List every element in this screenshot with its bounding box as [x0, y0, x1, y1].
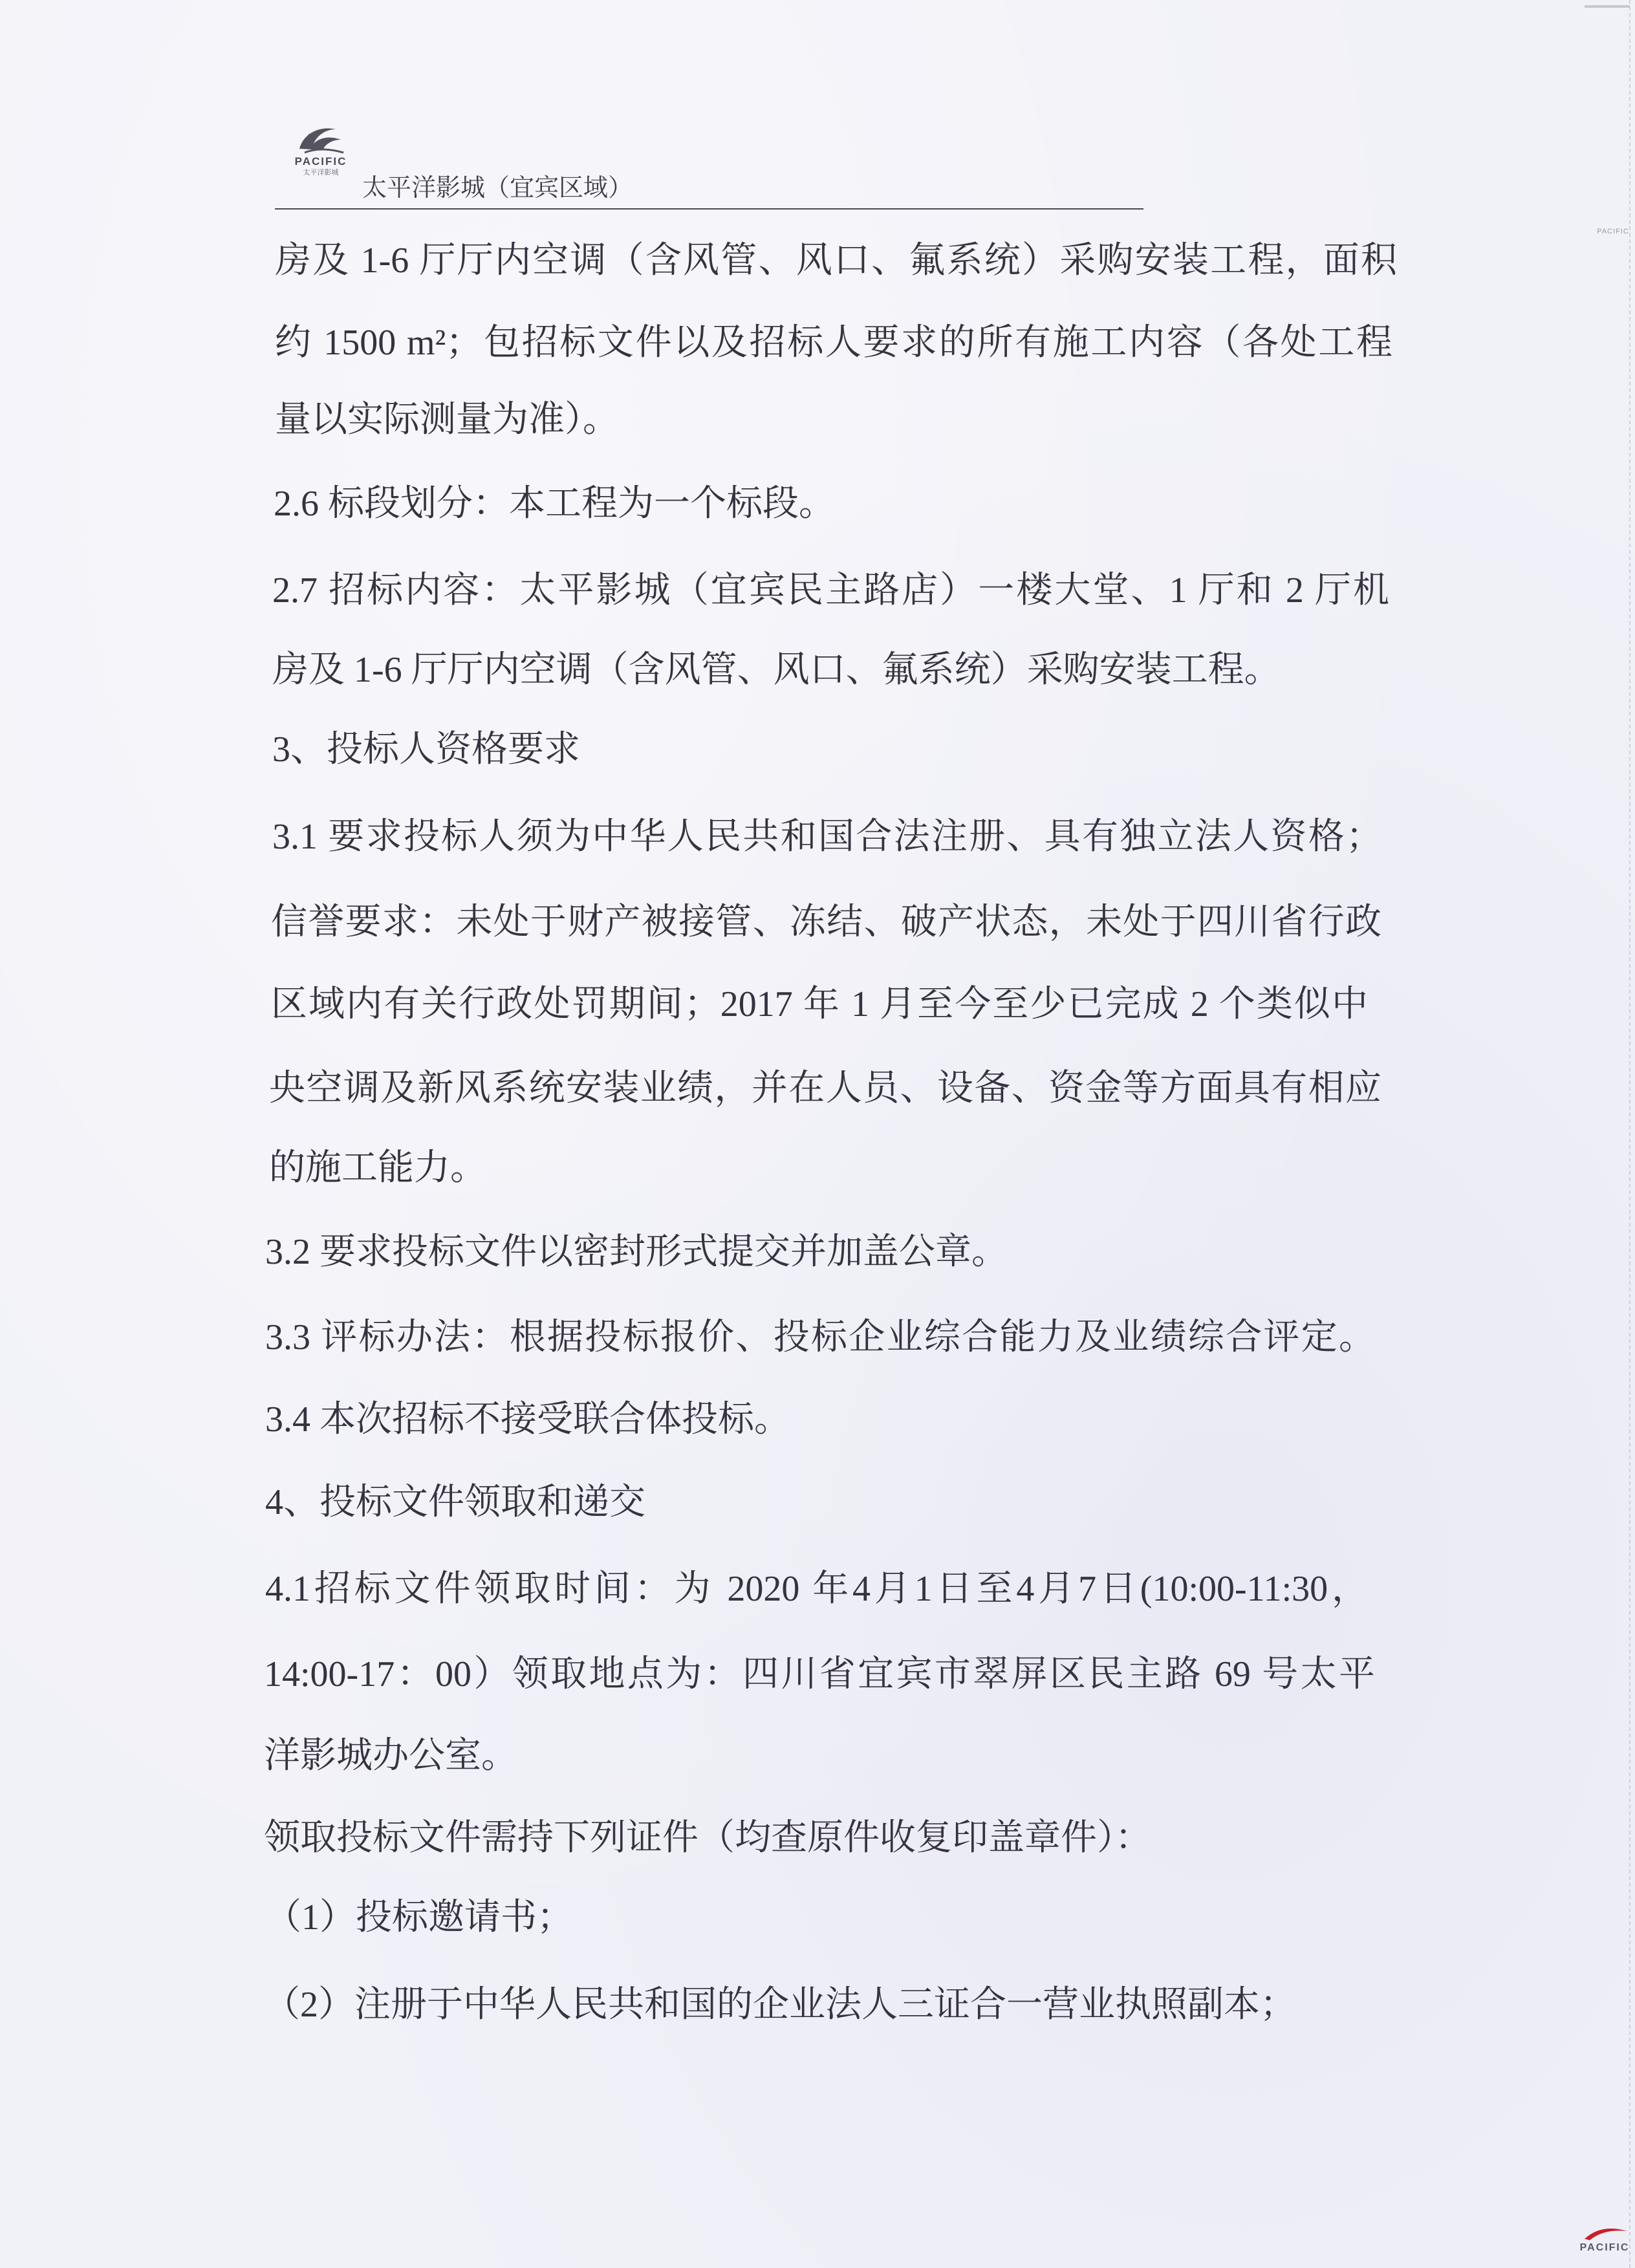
text-line: 洋影城办公室。: [264, 1736, 517, 1776]
text-line: 14:00-17：00）领取地点为：四川省宜宾市翠屏区民主路 69 号太平: [264, 1654, 1375, 1694]
list-item: （2）注册于中华人民共和国的企业法人三证合一营业执照副本；: [264, 1985, 1296, 2025]
corner-watermark-top-right: PACIFIC: [1597, 228, 1629, 235]
clause-3-2: 3.2 要求投标文件以密封形式提交并加盖公章。: [265, 1232, 1008, 1272]
text-line: 央空调及新风系统安装业绩，并在人员、设备、资金等方面具有相应: [269, 1068, 1381, 1108]
header-title: 太平洋影城（宜宾区域）: [362, 175, 633, 202]
clause-4-1: 4.1招标文件领取时间：为 2020 年4月1日至4月7日(10:00-11:30，: [265, 1569, 1368, 1609]
corner-logo-bottom-right: PACIFIC: [1579, 2242, 1630, 2253]
text-line: 约 1500 m²；包招标文件以及招标人要求的所有施工内容（各处工程: [275, 323, 1392, 363]
pacific-logo-icon: [294, 122, 347, 158]
clause-2-7: 2.7 招标内容：太平影城（宜宾民主路店）一楼大堂、1 厅和 2 厅机: [272, 570, 1389, 610]
scan-edge-mark: [1585, 5, 1630, 8]
text-line: 领取投标文件需持下列证件（均查原件收复印盖章件）：: [264, 1818, 1151, 1858]
logo-wordmark: PACIFIC: [294, 155, 347, 167]
scan-edge-dashed-line: [1629, 0, 1630, 2268]
text-line: 信誉要求：未处于财产被接管、冻结、破产状态，未处于四川省行政: [271, 902, 1381, 942]
clause-3-3: 3.3 评标办法：根据投标报价、投标企业综合能力及业绩综合评定。: [265, 1317, 1375, 1357]
section-heading: 3、投标人资格要求: [272, 729, 580, 770]
section-heading: 4、投标文件领取和递交: [265, 1482, 645, 1522]
clause-2-6: 2.6 标段划分：本工程为一个标段。: [274, 484, 835, 524]
clause-3-4: 3.4 本次招标不接受联合体投标。: [265, 1399, 790, 1440]
pacific-swoosh-icon: [1582, 2225, 1630, 2241]
text-line: 量以实际测量为准）。: [275, 400, 619, 440]
list-item: （1）投标邀请书；: [265, 1897, 573, 1938]
clause-3-1: 3.1 要求投标人须为中华人民共和国合法注册、具有独立法人资格；: [272, 817, 1382, 857]
text-line: 区域内有关行政处罚期间；2017 年 1 月至今至少已完成 2 个类似中: [271, 984, 1368, 1024]
text-line: 房及 1-6 厅厅内空调（含风管、风口、氟系统）采购安装工程，面积: [275, 241, 1397, 281]
text-line: 的施工能力。: [269, 1148, 486, 1188]
text-line: 房及 1-6 厅厅内空调（含风管、风口、氟系统）采购安装工程。: [272, 650, 1281, 690]
header-divider: [275, 208, 1143, 210]
logo-subtext: 太平洋影城: [303, 169, 339, 177]
